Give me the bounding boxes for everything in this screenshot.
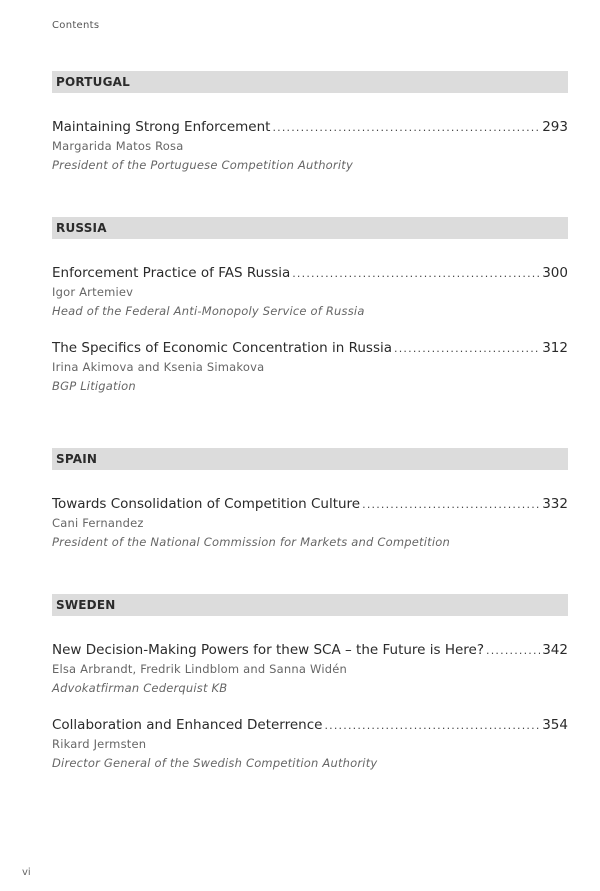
toc-entry[interactable] (52, 642, 568, 695)
dot-leader (272, 121, 540, 134)
entry-line (52, 119, 568, 135)
entry-line (52, 496, 568, 512)
entry-title[interactable]: New Decision-Making Powers for thew SCA – the Future is Here? (52, 642, 485, 658)
page-number[interactable]: 354 (542, 717, 568, 733)
entry-title[interactable]: Collaboration and Enhanced Deterrence (52, 717, 323, 733)
section-band (52, 594, 568, 616)
entry-author: Irina Akimova and Ksenia Simakova (52, 360, 265, 374)
section-band (52, 217, 568, 239)
section-spain (52, 448, 568, 549)
section-band (52, 71, 568, 93)
entry-affiliation: President of the National Commission for Markets and Competition (52, 535, 450, 549)
section-band (52, 448, 568, 470)
entry-affiliation: Head of the Federal Anti-Monopoly Service of Russia (52, 304, 365, 318)
page-number[interactable]: 342 (542, 642, 568, 658)
entry-affiliation: Director General of the Swedish Competition Authority (52, 756, 378, 770)
toc-entry[interactable] (52, 265, 568, 318)
entry-title[interactable]: Maintaining Strong Enforcement (52, 119, 271, 135)
toc-entry[interactable] (52, 496, 568, 549)
entry-author: Margarida Matos Rosa (52, 139, 184, 153)
toc-entry[interactable] (52, 717, 568, 770)
toc-entry[interactable] (52, 119, 568, 172)
section-title: RUSSIA (56, 221, 107, 235)
page-folio: vi (22, 867, 31, 878)
section-portugal (52, 71, 568, 172)
dot-leader (292, 267, 540, 280)
section-title: PORTUGAL (56, 75, 131, 89)
page-number[interactable]: 293 (542, 119, 568, 135)
entry-author: Elsa Arbrandt, Fredrik Lindblom and Sanna Widén (52, 662, 347, 676)
entry-title[interactable]: The Specifics of Economic Concentration in Russia (52, 340, 393, 356)
entry-line (52, 717, 568, 733)
dot-leader (486, 644, 540, 657)
entry-title[interactable]: Enforcement Practice of FAS Russia (52, 265, 291, 281)
toc-entry[interactable] (52, 340, 568, 393)
page-number[interactable]: 300 (542, 265, 568, 281)
entry-author: Igor Artemiev (52, 285, 134, 299)
entry-affiliation: BGP Litigation (52, 379, 136, 393)
entry-line (52, 340, 568, 356)
section-russia (52, 217, 568, 393)
entry-line (52, 642, 568, 658)
entry-line (52, 265, 568, 281)
section-sweden (52, 594, 568, 770)
dot-leader (394, 342, 540, 355)
entry-title[interactable]: Towards Consolidation of Competition Culture (52, 496, 361, 512)
entry-affiliation: Advokatfirman Cederquist KB (52, 681, 228, 695)
page-number[interactable]: 312 (542, 340, 568, 356)
section-title: SPAIN (56, 452, 98, 466)
section-title: SWEDEN (56, 598, 116, 612)
dot-leader (324, 719, 540, 732)
dot-leader (362, 498, 540, 511)
entry-author: Cani Fernandez (52, 516, 144, 530)
running-head: Contents (52, 20, 100, 31)
entry-author: Rikard Jermsten (52, 737, 147, 751)
page-number[interactable]: 332 (542, 496, 568, 512)
entry-affiliation: President of the Portuguese Competition Authority (52, 158, 353, 172)
